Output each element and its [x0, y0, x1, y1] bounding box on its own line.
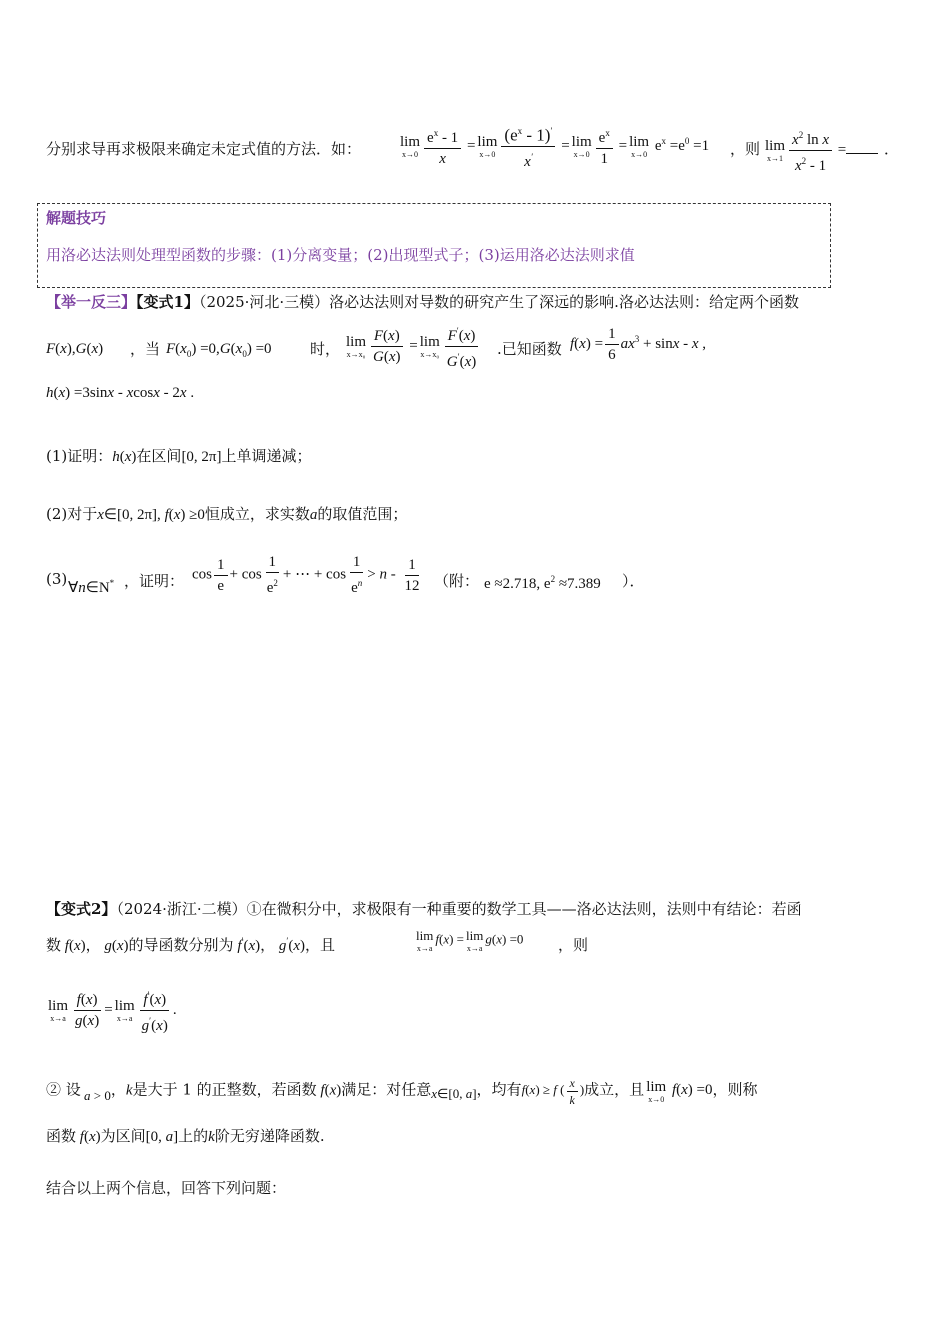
- v2-p2-line2: 函数 f(x)为区间[0, a]上的k阶无穷递降函数.: [46, 1127, 325, 1145]
- v2-line2: 数 f(x)， g(x)的导函数分别为 f′(x)， g′(x)，且: [46, 936, 336, 954]
- v2-ze: ，则: [558, 936, 589, 954]
- v2-text1: ①在微积分中，求极限有一种重要的数学工具——洛必达法则，法则中有结论：若函: [246, 900, 802, 918]
- v1-q2-text: 恒成立，求实数: [204, 505, 310, 523]
- v1-when: ，当: [130, 340, 161, 358]
- v1-tag-1: 【举一反三】: [46, 293, 137, 311]
- v1-FG: F(x),G(x): [46, 341, 104, 357]
- v1-shi: 时，: [310, 340, 341, 358]
- v1-line1: [46, 291, 799, 312]
- intro-then: ，则: [730, 140, 761, 158]
- v1-f-def: f(x) = $\frac{1}{6}$ $ax^3 + \sin x - x$ ,: [570, 326, 707, 363]
- v1-q3-prove: ，证明：: [124, 572, 185, 590]
- v1-lim-formula: lim x→x₀ $\frac{F(x)}{G(x)}$ = lim x→x₀ $\frac{F'(x)}{G'(x)}$: [344, 322, 481, 371]
- v2-combine: 结合以上两个信息，回答下列问题：: [46, 1179, 287, 1197]
- v1-h-def: h(x) =3sinx - xcosx - 2x .: [46, 385, 195, 401]
- v2-p2-on: 上的: [178, 1127, 209, 1145]
- v1-q2-label: (2)对于: [46, 505, 98, 523]
- answer-blank: [846, 143, 878, 154]
- tip-title: 解题技巧: [46, 209, 107, 227]
- v1-q2-end: 的取值范围；: [317, 505, 408, 523]
- intro-end: ．: [884, 140, 900, 158]
- v2-p2-label: ② 设: [46, 1080, 81, 1099]
- v1-q1-text: 在区间: [136, 447, 182, 465]
- v2-p2-line: ② 设 a > 0，k是大于 1 的正整数，若函数 f(x)满足：对任意x∈[0, a]，均有f(x) ≥ f ( $\frac{x}{k}$ )成立，且 lim x→0 f(x) =0，则称: [46, 1076, 758, 1107]
- v1-text1: 洛必达法则对导数的研究产生了深远的影响.洛必达法则：给定两个函数: [329, 293, 799, 311]
- v1-q2: (2)对于x∈[0, 2π], f(x) ≥0恒成立，求实数a的取值范围；: [46, 505, 408, 523]
- v2-tag: 【变式2】: [46, 900, 117, 918]
- v1-tag-2: 【变式1】: [136, 293, 199, 311]
- intro-formula-2: lim x→1 $\frac{x^2 \ln x}{x^2 - 1}$ =: [763, 126, 878, 175]
- v2-p2-k2: k: [208, 1129, 215, 1145]
- v1-q2-a: a: [309, 507, 318, 523]
- v2-cond-formula: lim x→a f(x) = lim x→a g(x) =0: [416, 928, 524, 953]
- v1-q3-forall: ∀n∈N*: [68, 578, 115, 596]
- v2-p2-text: 是大于 1 的正整数，若函数: [132, 1080, 317, 1099]
- intro-formula: lim x→0 $\frac{e^x - 1}{x}$ = lim x→0 $\frac{(e^x - 1)'}{x'}$ = lim x→0 $\frac{e^x}{1}$ = lim x→0 $e^x =e^0 =1$: [398, 122, 709, 171]
- v1-source: （2025·河北·三模）: [198, 293, 330, 311]
- v2-qie: ，且: [305, 936, 336, 954]
- v2-shu: 数: [46, 936, 62, 954]
- v1-q1-label: (1)证明：: [46, 447, 113, 465]
- v2-p2-sat: 满足：对任意: [341, 1080, 432, 1099]
- v1-q3-formula: cos $\frac{1}{e}$ + cos $\frac{1}{e^2}$ + ⋯ + cos $\frac{1}{e^n}$ > n - $\frac{1}{12}$: [192, 554, 420, 596]
- v2-p2-have: ，均有: [476, 1080, 522, 1099]
- v1-q1-end: 上单调递减；: [221, 447, 312, 465]
- v1-q3-note-values: e ≈2.718, $e^2 \approx 7.389$: [484, 574, 601, 592]
- v2-comma-2: ，: [260, 936, 276, 954]
- v2-p2-fn: 函数: [46, 1127, 77, 1145]
- v2-comma: ，: [85, 936, 101, 954]
- v2-deriv: 的导函数分别为: [128, 936, 234, 954]
- v2-p2-hold: 成立，且: [584, 1080, 645, 1099]
- v1-q1: (1)证明：h(x)在区间[0, 2π]上单调递减；: [46, 447, 312, 465]
- v1-cond: $F(x_0) =0,G(x_0) =0$: [166, 341, 272, 359]
- v1-known: .已知函数: [497, 340, 562, 358]
- v2-line1: [46, 898, 802, 919]
- v1-q3-note: （附：: [434, 572, 480, 590]
- v2-p2-for: 为区间: [100, 1127, 146, 1145]
- v2-p2-end: 阶无穷递降函数.: [214, 1127, 325, 1145]
- intro-text: 分别求导再求极限来确定未定式值的方法．如：: [46, 140, 362, 158]
- v1-q3-label: (3): [46, 570, 68, 588]
- v2-p2-k: k: [125, 1082, 133, 1099]
- v1-q3-note-end: ）．: [622, 572, 645, 590]
- v2-source: （2024·浙江·二模）: [116, 900, 247, 918]
- v2-lhopital-formula: lim x→a $\frac{f(x)}{g(x)}$ = lim x→a $\frac{f'(x)}{g'(x)}$ .: [46, 986, 177, 1035]
- tip-body: 用洛必达法则处理型函数的步骤：(1)分离变量；(2)出现型式子；(3)运用洛必达法则求值: [46, 246, 635, 264]
- v2-p2-then: ，则称: [712, 1080, 758, 1099]
